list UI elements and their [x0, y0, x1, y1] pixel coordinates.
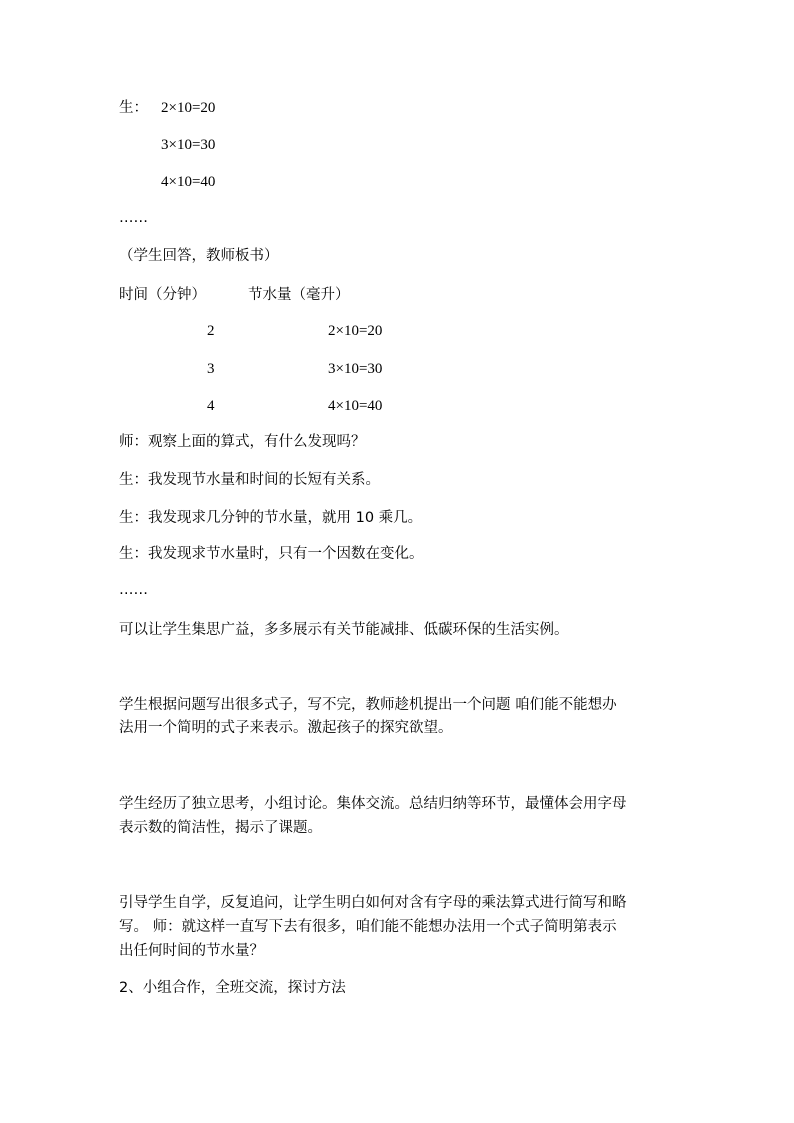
dialog-line: 生：我发现求几分钟的节水量，就用 10 乘几。 [119, 510, 423, 526]
paragraph-line: 学生经历了独立思考，小组讨论。集体交流。总结归纳等环节，最懂体会用字母 [119, 796, 627, 812]
dialog-line: 生：我发现求节水量时，只有一个因数在变化。 [119, 546, 424, 562]
speaker-label: 生： [119, 100, 148, 116]
paragraph-line: 引导学生自学，反复追问，让学生明白如何对含有字母的乘法算式进行简写和略 [119, 895, 627, 911]
paragraph-line: 学生根据问题写出很多式子，写不完，教师趁机提出一个问题 咱们能不能想办 [119, 697, 617, 713]
table-cell-water: 4×10=40 [328, 398, 383, 414]
paragraph-line: 出任何时间的节水量？ [119, 943, 264, 959]
table-cell-water: 2×10=20 [328, 323, 383, 339]
dialog-line: 生：我发现节水量和时间的长短有关系。 [119, 472, 380, 488]
table-cell-time: 3 [207, 361, 215, 377]
table-cell-water: 3×10=30 [328, 361, 383, 377]
ellipsis: …… [119, 582, 148, 598]
equation-line: 3×10=30 [161, 137, 216, 153]
ellipsis: …… [119, 210, 148, 226]
board-note: （学生回答，教师板书） [119, 248, 279, 264]
table-cell-time: 4 [207, 398, 215, 414]
equation-line: 4×10=40 [161, 174, 216, 190]
section-heading: 2、小组合作，全班交流，探讨方法 [119, 980, 346, 996]
table-cell-time: 2 [207, 323, 215, 339]
paragraph-line: 法用一个简明的式子来表示。激起孩子的探究欲望。 [119, 720, 453, 736]
paragraph-line: 写。 师：就这样一直写下去有很多，咱们能不能想办法用一个式子简明第表示 [119, 919, 617, 935]
table-header-water: 节水量（毫升） [248, 287, 350, 303]
paragraph-line: 表示数的简洁性，揭示了课题。 [119, 820, 322, 836]
equation-line: 2×10=20 [161, 100, 216, 116]
paragraph: 可以让学生集思广益，多多展示有关节能减排、低碳环保的生活实例。 [119, 622, 569, 638]
table-header-time: 时间（分钟） [119, 287, 206, 303]
dialog-line: 师：观察上面的算式，有什么发现吗？ [119, 434, 366, 450]
